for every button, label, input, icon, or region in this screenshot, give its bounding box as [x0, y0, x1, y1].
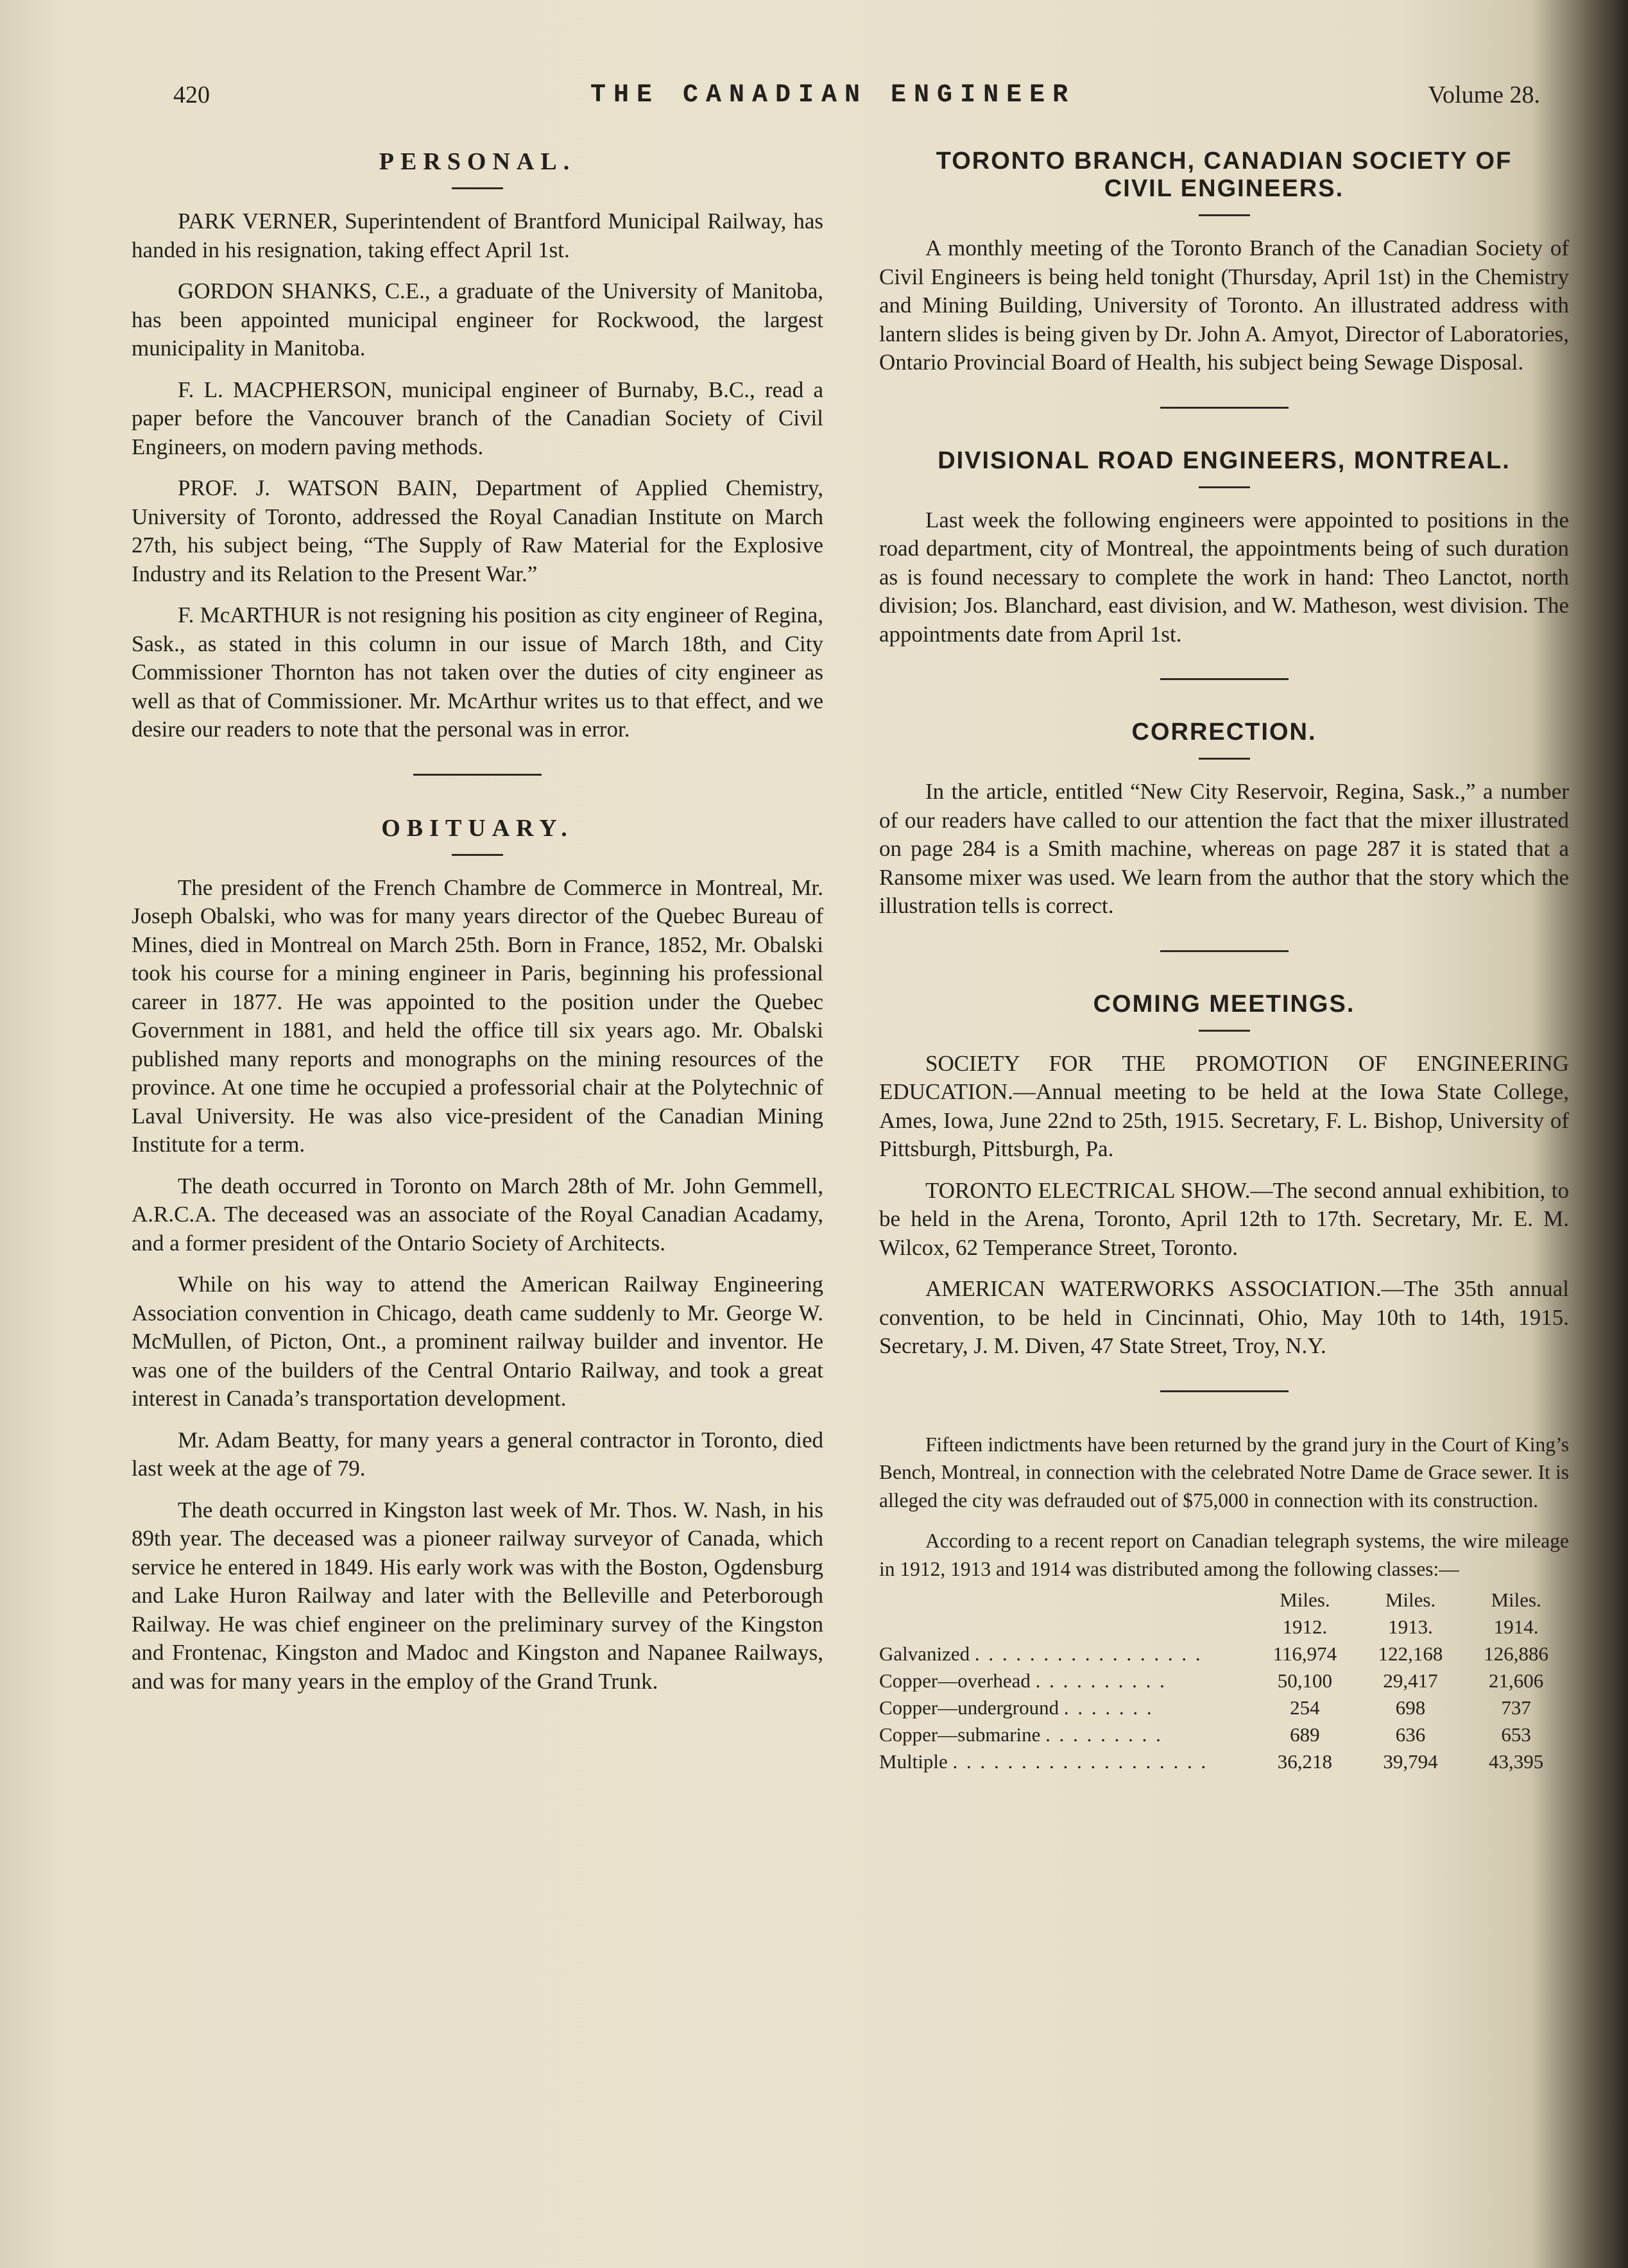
- table-cell: 698: [1395, 1696, 1426, 1719]
- row-label: Copper—submarine: [879, 1723, 1041, 1746]
- table-row: [879, 1748, 1569, 1775]
- divisional-paragraph: Last week the following engineers were appointed to positions in the road department, city of Montreal, the appointments being of such duration as is found necessary to complete the work in hand: Theo Lanctot, north division; Jos. Blanchard, east division, and W. Matheson, west division. The appointments date from April 1st.: [879, 507, 1569, 647]
- table-cell: 116,974: [1272, 1642, 1337, 1665]
- meeting-paragraph: AMERICAN WATERWORKS ASSOCIATION.—The 35th annual convention, to be held in Cincinnati, Ohio, May 10th to 14th, 1915. Secretary, J. M. Diven, 47 State Street, Troy, N.Y.: [879, 1276, 1569, 1358]
- telegraph-paragraph: According to a recent report on Canadian telegraph systems, the wire mileage in 1912, 1913 and 1914 was distributed among the following classes:—: [879, 1530, 1569, 1580]
- table-row: [879, 1641, 1569, 1667]
- obituary-paragraph: The death occurred in Toronto on March 28th of Mr. John Gemmell, A.R.C.A. The deceased was an associate of the Royal Canadian Acadamy, and a former president of the Ontario Society of Architects.: [132, 1173, 823, 1256]
- table-row: [879, 1721, 1569, 1748]
- table-cell: 653: [1501, 1723, 1531, 1746]
- correction-paragraph: In the article, entitled “New City Reservoir, Regina, Sask.,” a number of our readers have called to our attention the fact that the mixer illustrated on page 284 is a Smith machine, whereas on page 287 it is stated that a Ransome mixer was used. We learn from the author that the story which the illustration tells is correct.: [879, 779, 1569, 918]
- unit-header: Miles.: [1280, 1589, 1330, 1611]
- table-cell: 636: [1395, 1723, 1426, 1746]
- table-cell: 122,168: [1378, 1642, 1443, 1665]
- table-cell: 43,395: [1489, 1750, 1544, 1773]
- table-row: [879, 1694, 1569, 1721]
- volume-label: Volume 28.: [1428, 81, 1540, 108]
- divider: [452, 854, 503, 856]
- table-cell: 254: [1290, 1696, 1320, 1719]
- divider: [1199, 1030, 1250, 1032]
- page-header: [173, 81, 1540, 119]
- section-separator: [1160, 407, 1289, 409]
- table-cell: 36,218: [1277, 1750, 1333, 1773]
- row-label: Galvanized: [879, 1642, 970, 1665]
- divider: [1199, 486, 1250, 488]
- divider: [1199, 214, 1250, 216]
- leader-dots: . . . . . . . . . . . . . . . . .: [974, 1642, 1203, 1665]
- table-cell: 21,606: [1489, 1669, 1544, 1692]
- table-cell: 39,794: [1383, 1750, 1438, 1773]
- coming-meetings-title: COMING MEETINGS.: [1093, 990, 1355, 1018]
- section-separator: [413, 774, 542, 776]
- section-separator: [1160, 950, 1289, 952]
- personal-paragraph: PARK VERNER, Superintendent of Brantford Municipal Railway, has handed in his resignation, taking effect April 1st.: [132, 209, 823, 262]
- unit-header: Miles.: [1385, 1589, 1436, 1611]
- section-separator: [1160, 678, 1289, 680]
- divider: [1199, 758, 1250, 760]
- table-cell: 29,417: [1383, 1669, 1438, 1692]
- unit-header: Miles.: [1491, 1589, 1541, 1611]
- personal-title: PERSONAL.: [379, 148, 576, 175]
- table-cell: 737: [1501, 1696, 1531, 1719]
- table-row: [879, 1667, 1569, 1694]
- meeting-paragraph: SOCIETY FOR THE PROMOTION OF ENGINEERING EDUCATION.—Annual meeting to be held at the Iowa State College, Ames, Iowa, June 22nd to 25th, 1915. Secretary, F. L. Bishop, University of Pittsburgh, Pittsburgh, Pa.: [879, 1050, 1569, 1161]
- divisional-title: DIVISIONAL ROAD ENGINEERS, MONTREAL.: [938, 447, 1511, 474]
- obituary-paragraph: The president of the French Chambre de Commerce in Montreal, Mr. Joseph Obalski, who was for many years director of the Quebec Bureau of Mines, died in Montreal on March 25th. Born in France, 1852, Mr. Obalski took his course for a mining engineer in Paris, beginning his professional career in 1877. He was appointed to the position under the Quebec Government in 1881, and held the office till six years ago. Mr. Obalski published many reports and monographs on the mining resources of the province. At one time he occupied a professorial chair at the Polytechnic of Laval University. He was also vice-president of the Canadian Mining Institute for a term.: [132, 874, 823, 1157]
- leader-dots: . . . . . . .: [1063, 1696, 1154, 1719]
- leader-dots: . . . . . . . . . . . . . . . . . . .: [952, 1750, 1208, 1773]
- table-cell: 689: [1290, 1723, 1320, 1746]
- divider: [452, 187, 503, 189]
- leader-dots: . . . . . . . . . .: [1035, 1669, 1167, 1692]
- row-label: Copper—underground: [879, 1696, 1059, 1719]
- year-header: 1912.: [1282, 1616, 1328, 1638]
- year-header: 1913.: [1388, 1616, 1433, 1638]
- meeting-paragraph: TORONTO ELECTRICAL SHOW.—The second annual exhibition, to be held in the Arena, Toronto, April 12th to 17th. Secretary, Mr. E. M. Wilcox, 62 Temperance Street, Toronto.: [879, 1177, 1569, 1260]
- obituary-title: OBITUARY.: [381, 814, 574, 842]
- left-column: [132, 148, 823, 1709]
- obituary-paragraph: While on his way to attend the American Railway Engineering Association convention in Chicago, death came suddenly to Mr. George W. McMullen, of Picton, Ont., a prominent railway builder and inventor. He was one of the builders of the Central Ontario Railway, and took a great interest in Canada’s transportation development.: [132, 1272, 823, 1411]
- year-header: 1914.: [1493, 1616, 1539, 1638]
- table-cell: 50,100: [1277, 1669, 1333, 1692]
- right-column: [879, 148, 1569, 1775]
- obituary-paragraph: Mr. Adam Beatty, for many years a general contractor in Toronto, died last week at the age of 79.: [132, 1427, 823, 1481]
- row-label: Copper—overhead: [879, 1669, 1031, 1692]
- page-number: 420: [173, 81, 210, 108]
- table-cell: 126,886: [1484, 1642, 1549, 1665]
- leader-dots: . . . . . . . . .: [1045, 1723, 1163, 1746]
- personal-paragraph: GORDON SHANKS, C.E., a graduate of the University of Manitoba, has been appointed municipal engineer for Rockwood, the largest municipality in Manitoba.: [132, 278, 823, 361]
- obituary-paragraph: The death occurred in Kingston last week of Mr. Thos. W. Nash, in his 89th year. The deceased was a pioneer railway surveyor of Canada, which service he entered in 1849. His early work was with the Boston, Ogdensburg and Lake Huron Railway and later with the Belleville and Peterborough Railway. He was chief engineer on the preliminary survey of the Kingston and Frontenac, Kingston and Madoc and Kingston and Napanee Railways, and was for many years in the employ of the Grand Trunk.: [132, 1497, 823, 1694]
- row-label: Multiple: [879, 1750, 948, 1773]
- personal-paragraph: F. L. MACPHERSON, municipal engineer of Burnaby, B.C., read a paper before the Vancouver branch of the Canadian Society of Civil Engineers, on modern paving methods.: [132, 377, 823, 459]
- news-notes: [879, 1431, 1569, 1776]
- journal-title: THE CANADIAN ENGINEER: [590, 81, 1076, 110]
- personal-paragraph: F. McARTHUR is not resigning his position as city engineer of Regina, Sask., as stated in this column in our issue of March 18th, and City Commissioner Thornton has not taken over the duties of city engineer as well as that of Commissioner. Mr. McArthur writes us to that effect, and we desire our readers to note that the personal was in error.: [132, 602, 823, 742]
- toronto-branch-title-line1: TORONTO BRANCH, CANADIAN SOCIETY OF: [936, 148, 1512, 175]
- toronto-branch-title-line2: CIVIL ENGINEERS.: [1104, 175, 1344, 202]
- toronto-branch-paragraph: A monthly meeting of the Toronto Branch of the Canadian Society of Civil Engineers is being held tonight (Thursday, April 1st) in the Chemistry and Mining Building, University of Toronto. An illustrated address with lantern slides is being given by Dr. John A. Amyot, Director of Laboratories, Ontario Provincial Board of Health, his subject being Sewage Disposal.: [879, 235, 1569, 375]
- personal-paragraph: PROF. J. WATSON BAIN, Department of Applied Chemistry, University of Toronto, addressed the Royal Canadian Institute on March 27th, his subject being, “The Supply of Raw Material for the Explosive Industry and its Relation to the Present War.”: [132, 475, 823, 586]
- section-separator: [1160, 1390, 1289, 1392]
- indictments-paragraph: Fifteen indictments have been returned by the grand jury in the Court of King’s Bench, Montreal, in connection with the celebrated Notre Dame de Grace sewer. It is alleged the city was defrauded out of $75,000 in connection with its construction.: [879, 1433, 1569, 1512]
- table-header-row: [879, 1587, 1569, 1614]
- correction-title: CORRECTION.: [1131, 719, 1317, 746]
- table-header-row: [879, 1614, 1569, 1641]
- wire-mileage-table: [879, 1587, 1569, 1775]
